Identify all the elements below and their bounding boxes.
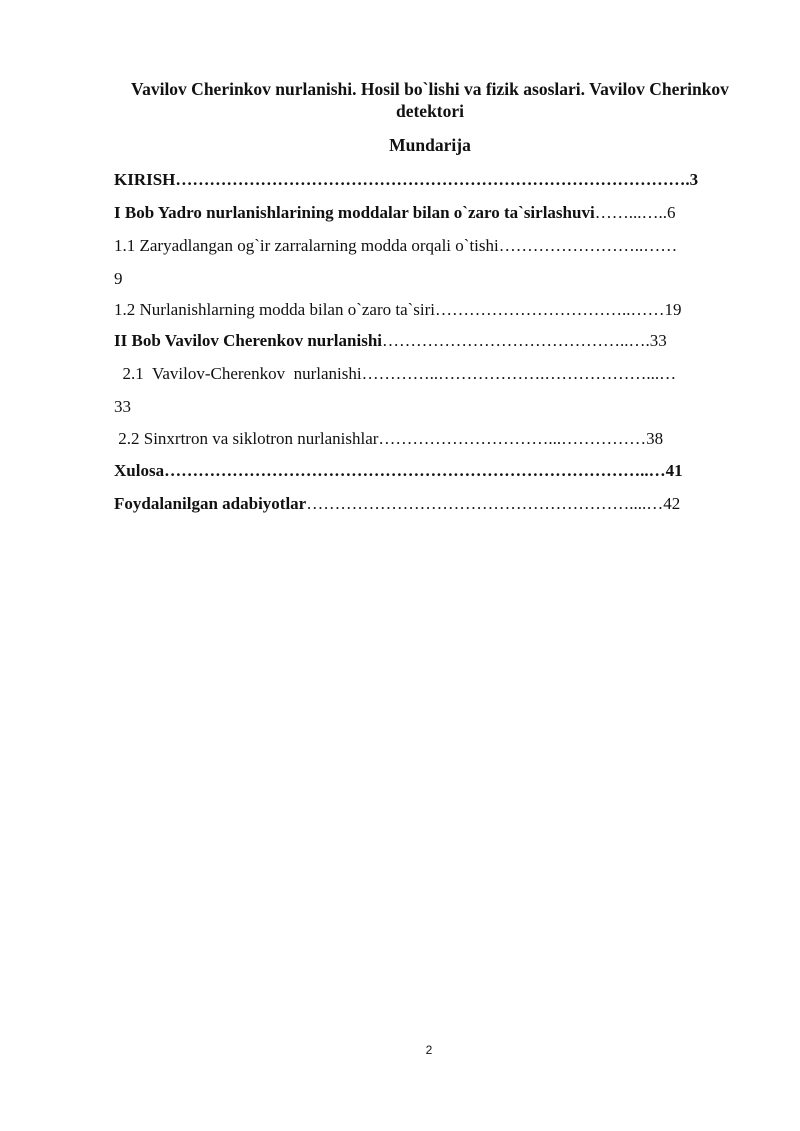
toc-entry-chapter-2-leader: ……………………………………..….33: [382, 331, 667, 350]
toc-entry-2-2: 2.2 Sinxrtron va siklotron nurlanishlar…………………………...……………38: [114, 429, 664, 448]
toc-entry-chapter-1-title: I Bob Yadro nurlanishlarining moddalar bilan o`zaro ta`sirlashuvi: [114, 203, 595, 222]
toc-entry-chapter-1-leader: ……...…..6: [594, 203, 676, 222]
toc-entry-adabiyotlar-title: Foydalanilgan adabiyotlar: [114, 494, 307, 513]
toc-entry-chapter-1: [114, 202, 675, 224]
toc-entry-adabiyotlar-leader: …………………………………………………....…42: [306, 494, 681, 513]
toc-entry-2-1-page: 33: [114, 397, 131, 416]
page-number: 2: [425, 1043, 433, 1057]
toc-entry-1-2: 1.2 Nurlanishlarning modda bilan o`zaro ta`siri……………………………..……19: [114, 300, 682, 319]
toc-entry-kirish: KIRISH……………………………………………………………………………….3: [114, 170, 699, 189]
toc-entry-1-1: 1.1 Zaryadlangan og`ir zarralarning modda orqali o`tishi……………………..……: [114, 236, 678, 255]
toc-heading: Mundarija: [389, 135, 471, 155]
document-title: Vavilov Cherinkov nurlanishi. Hosil bo`lishi va fizik asoslari. Vavilov Cherinkov detektori: [131, 79, 729, 121]
toc-entry-chapter-2: [114, 330, 667, 352]
toc-entry-xulosa: Xulosa…………………………………………………………………………..…41: [114, 461, 683, 480]
toc-entry-adabiyotlar: [114, 493, 680, 515]
toc-entry-2-1: 2.1 Vavilov-Cherenkov nurlanishi…………..……………….………………...…: [114, 364, 677, 383]
toc-entry-1-1-page: 9: [114, 269, 123, 288]
toc-entry-chapter-2-title: II Bob Vavilov Cherenkov nurlanishi: [114, 331, 382, 350]
